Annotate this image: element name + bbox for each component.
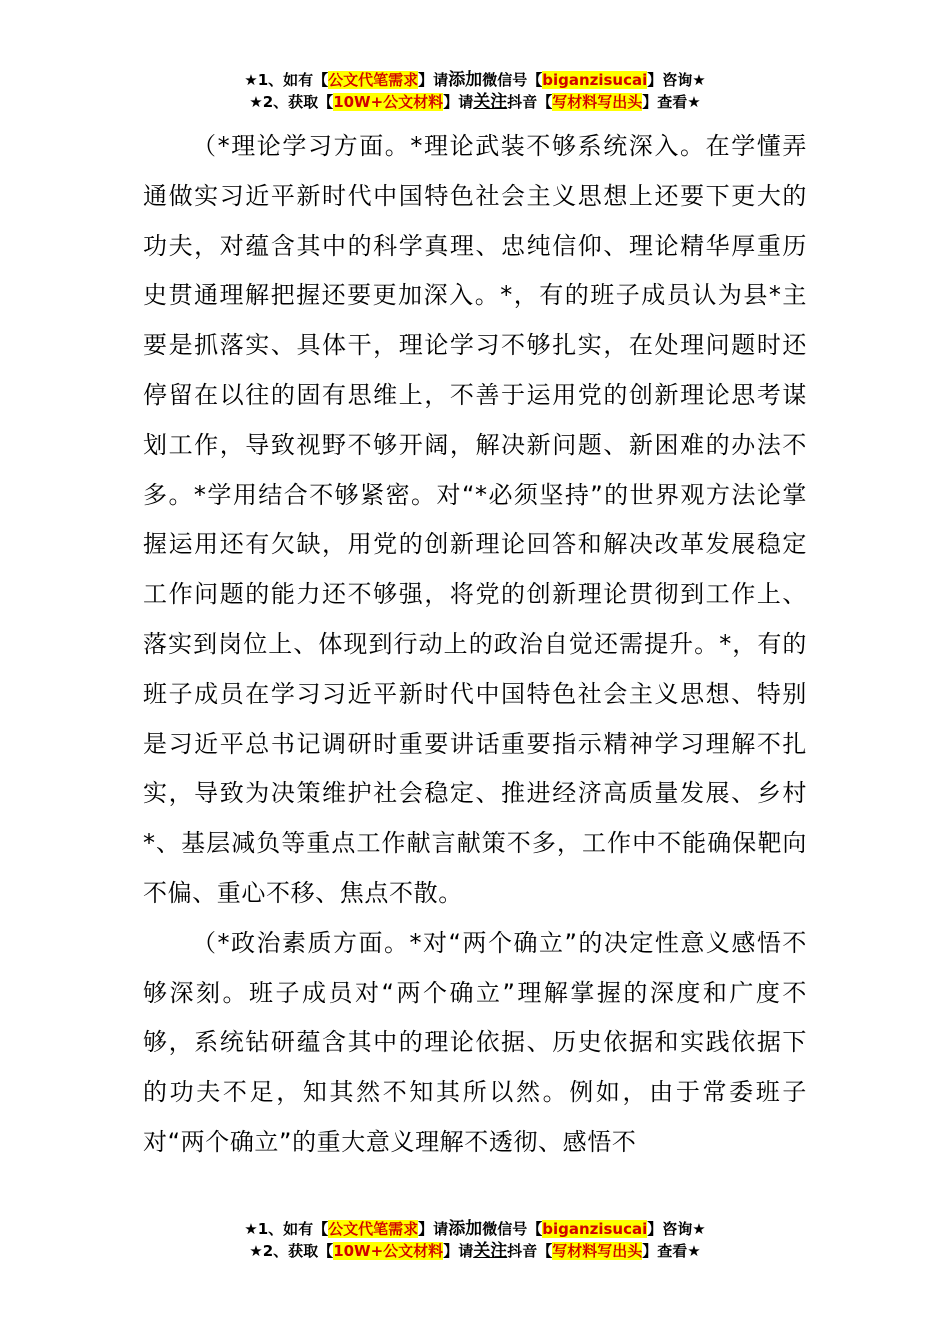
banner-emphasis: 添加 bbox=[448, 70, 483, 90]
banner-text: 】查看★ bbox=[642, 93, 701, 111]
banner-text: 】请 bbox=[443, 93, 474, 111]
banner-emphasis: 关注 bbox=[473, 92, 508, 112]
highlight-wechat-id: biganzisucai bbox=[542, 71, 648, 89]
banner-text: 】咨询★ bbox=[647, 71, 706, 89]
highlight-service: 公文代笔需求 bbox=[328, 1220, 419, 1238]
banner-text: 】咨询★ bbox=[647, 1220, 706, 1238]
highlight-douyin-account: 写材料写出头 bbox=[552, 1242, 643, 1260]
banner-text: ★2、获取【 bbox=[249, 1242, 334, 1260]
banner-text: 】请 bbox=[443, 1242, 474, 1260]
banner-text: ★1、如有【 bbox=[244, 1220, 329, 1238]
banner-line-1 bbox=[0, 1218, 950, 1240]
footer-banner bbox=[0, 1218, 950, 1262]
banner-line-2 bbox=[0, 1240, 950, 1262]
highlight-materials: 10W+公文材料 bbox=[333, 1242, 444, 1260]
banner-text: 微信号【 bbox=[482, 71, 543, 89]
highlight-materials: 10W+公文材料 bbox=[333, 93, 444, 111]
document-body bbox=[143, 122, 807, 1168]
banner-text: 抖音【 bbox=[507, 1242, 553, 1260]
banner-text: 】查看★ bbox=[642, 1242, 701, 1260]
banner-text: 微信号【 bbox=[482, 1220, 543, 1238]
highlight-service: 公文代笔需求 bbox=[328, 71, 419, 89]
banner-emphasis: 关注 bbox=[473, 1241, 508, 1261]
paragraph-political-quality: （*政治素质方面。*对“两个确立”的决定性意义感悟不够深刻。班子成员对“两个确立”理解掌握的深度和广度不够，系统钻研蕴含其中的理论依据、历史依据和实践依据下的功夫不足，知其然不知其所以然。例如，由于常委班子对“两个确立”的重大意义理解不透彻、感悟不 bbox=[143, 928, 807, 1156]
highlight-douyin-account: 写材料写出头 bbox=[552, 93, 643, 111]
banner-text: ★2、获取【 bbox=[249, 93, 334, 111]
banner-text: ★1、如有【 bbox=[244, 71, 329, 89]
banner-text: 】请 bbox=[418, 1220, 449, 1238]
banner-text: 抖音【 bbox=[507, 93, 553, 111]
header-banner bbox=[0, 69, 950, 113]
highlight-wechat-id: biganzisucai bbox=[542, 1220, 648, 1238]
banner-line-2 bbox=[0, 91, 950, 113]
banner-line-1 bbox=[0, 69, 950, 91]
paragraph-theory-study: （*理论学习方面。*理论武装不够系统深入。在学懂弄通做实习近平新时代中国特色社会主义思想上还要下更大的功夫，对蕴含其中的科学真理、忠纯信仰、理论精华厚重历史贯通理解把握还要更加深入。*，有的班子成员认为县*主要是抓落实、具体干，理论学习不够扎实，在处理问题时还停留在以往的固有思维上，不善于运用党的创新理论思考谋划工作，导致视野不够开阔，解决新问题、新困难的办法不多。*学用结合不够紧密。对“*必须坚持”的世界观方法论掌握运用还有欠缺，用党的创新理论回答和解决改革发展稳定工作问题的能力还不够强，将党的创新理论贯彻到工作上、落实到岗位上、体现到行动上的政治自觉还需提升。*，有的班子成员在学习习近平新时代中国特色社会主义思想、特别是习近平总书记调研时重要讲话重要指示精神学习理解不扎实，导致为决策维护社会稳定、推进经济高质量发展、乡村*、基层减负等重点工作献言献策不多，工作中不能确保靶向不偏、重心不移、焦点不散。 bbox=[143, 132, 807, 907]
banner-text: 】请 bbox=[418, 71, 449, 89]
banner-emphasis: 添加 bbox=[448, 1219, 483, 1239]
